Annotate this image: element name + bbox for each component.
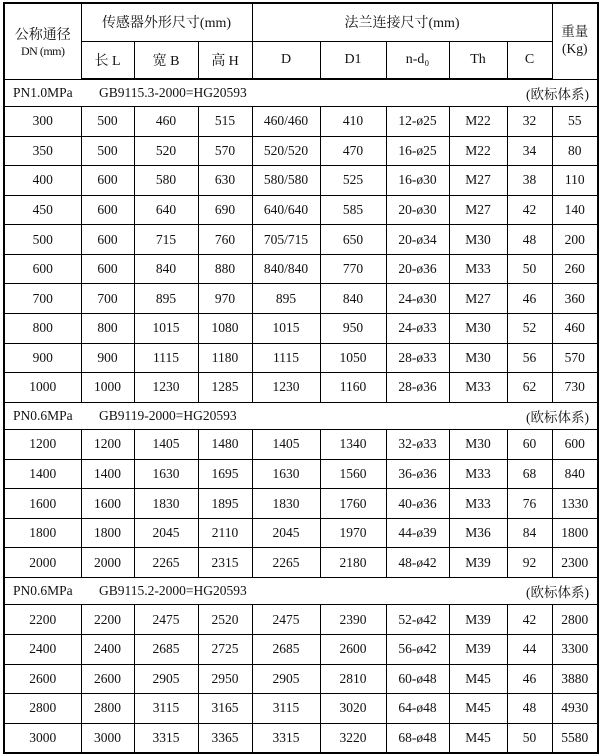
dn-cell: 2400 [4, 635, 81, 665]
n-d0-cell: 44-ø39 [386, 518, 449, 548]
column-header-width-b: 宽 B [134, 41, 198, 79]
height-h-cell: 570 [198, 136, 252, 166]
standard-system-note: (欧标体系) [526, 409, 590, 425]
d-cell: 640/640 [252, 195, 320, 225]
d1-cell: 1760 [320, 489, 386, 519]
n-d0-cell: 68-ø48 [386, 723, 449, 753]
column-header-c: C [507, 41, 552, 79]
dn-cell: 500 [4, 225, 81, 255]
length-l-cell: 3000 [81, 723, 134, 753]
width-b-cell: 1830 [134, 489, 198, 519]
length-l-cell: 500 [81, 136, 134, 166]
th-cell: M30 [449, 343, 507, 373]
n-d0-cell: 16-ø25 [386, 136, 449, 166]
c-cell: 46 [507, 664, 552, 694]
height-h-cell: 3365 [198, 723, 252, 753]
height-h-cell: 970 [198, 284, 252, 314]
th-cell: M45 [449, 694, 507, 724]
n-d0-cell: 40-ø36 [386, 489, 449, 519]
th-cell: M33 [449, 459, 507, 489]
weight-cell: 2800 [552, 605, 598, 635]
th-cell: M30 [449, 430, 507, 460]
length-l-cell: 800 [81, 313, 134, 343]
d-cell: 1115 [252, 343, 320, 373]
c-cell: 50 [507, 723, 552, 753]
d1-cell: 1340 [320, 430, 386, 460]
length-l-cell: 1600 [81, 489, 134, 519]
c-cell: 48 [507, 694, 552, 724]
c-cell: 34 [507, 136, 552, 166]
d-cell: 840/840 [252, 254, 320, 284]
flange-standard: GB9115.2-2000=HG20593 [99, 583, 247, 599]
th-cell: M45 [449, 723, 507, 753]
width-b-cell: 640 [134, 195, 198, 225]
table-row [4, 107, 598, 137]
width-b-cell: 1405 [134, 430, 198, 460]
th-cell: M39 [449, 635, 507, 665]
length-l-cell: 600 [81, 225, 134, 255]
d-cell: 1405 [252, 430, 320, 460]
th-cell: M36 [449, 518, 507, 548]
height-h-cell: 3165 [198, 694, 252, 724]
d-cell: 3315 [252, 723, 320, 753]
weight-cell: 5580 [552, 723, 598, 753]
pressure-rating: PN1.0MPa [13, 85, 73, 100]
width-b-cell: 1015 [134, 313, 198, 343]
d1-cell: 650 [320, 225, 386, 255]
standard-system-note: (欧标体系) [526, 87, 590, 102]
n-d0-cell: 12-ø25 [386, 107, 449, 137]
table-row [4, 313, 598, 343]
n-d0-cell: 16-ø30 [386, 166, 449, 196]
table-row [4, 284, 598, 314]
d1-cell: 950 [320, 313, 386, 343]
n-d0-cell: 20-ø30 [386, 195, 449, 225]
d1-cell: 525 [320, 166, 386, 196]
th-cell: M22 [449, 136, 507, 166]
d-cell: 1630 [252, 459, 320, 489]
th-cell: M39 [449, 548, 507, 578]
n-d0-cell: 28-ø33 [386, 343, 449, 373]
c-cell: 84 [507, 518, 552, 548]
c-cell: 44 [507, 635, 552, 665]
n-d0-cell: 56-ø42 [386, 635, 449, 665]
table-row [4, 605, 598, 635]
height-h-cell: 690 [198, 195, 252, 225]
column-header-d: D [252, 41, 320, 79]
c-cell: 52 [507, 313, 552, 343]
n-d0-cell: 60-ø48 [386, 664, 449, 694]
column-header-length-l: 长 L [81, 41, 134, 79]
width-b-cell: 2265 [134, 548, 198, 578]
weight-cell: 140 [552, 195, 598, 225]
c-cell: 56 [507, 343, 552, 373]
weight-cell: 2300 [552, 548, 598, 578]
c-cell: 42 [507, 195, 552, 225]
width-b-cell: 2685 [134, 635, 198, 665]
d-cell: 1015 [252, 313, 320, 343]
length-l-cell: 600 [81, 166, 134, 196]
table-row [4, 373, 598, 403]
th-cell: M33 [449, 489, 507, 519]
pressure-rating: PN0.6MPa [13, 407, 73, 423]
dn-cell: 350 [4, 136, 81, 166]
height-h-cell: 1695 [198, 459, 252, 489]
c-cell: 92 [507, 548, 552, 578]
length-l-cell: 1200 [81, 430, 134, 460]
flange-standard: GB9119-2000=HG20593 [99, 407, 237, 423]
standard-system-note: (欧标体系) [526, 585, 590, 601]
table-row [4, 723, 598, 753]
d-cell: 2685 [252, 635, 320, 665]
table-row [4, 548, 598, 578]
d1-cell: 3020 [320, 694, 386, 724]
dn-cell: 600 [4, 254, 81, 284]
dn-cell: 2800 [4, 694, 81, 724]
th-cell: M33 [449, 254, 507, 284]
th-cell: M33 [449, 373, 507, 403]
height-h-cell: 515 [198, 107, 252, 137]
height-h-cell: 2110 [198, 518, 252, 548]
c-cell: 60 [507, 430, 552, 460]
table-row [4, 254, 598, 284]
c-cell: 42 [507, 605, 552, 635]
n-d0-cell: 64-ø48 [386, 694, 449, 724]
dn-cell: 1800 [4, 518, 81, 548]
n-d0-cell: 52-ø42 [386, 605, 449, 635]
section-header-cell [4, 402, 598, 430]
column-header-weight [552, 3, 598, 79]
dn-cell: 900 [4, 343, 81, 373]
n-d0-cell: 20-ø36 [386, 254, 449, 284]
d1-cell: 840 [320, 284, 386, 314]
height-h-cell: 2950 [198, 664, 252, 694]
column-header-th: Th [449, 41, 507, 79]
d1-cell: 1160 [320, 373, 386, 403]
length-l-cell: 1800 [81, 518, 134, 548]
table-row [4, 664, 598, 694]
table-row [4, 635, 598, 665]
width-b-cell: 520 [134, 136, 198, 166]
d-cell: 520/520 [252, 136, 320, 166]
height-h-cell: 880 [198, 254, 252, 284]
th-cell: M30 [449, 225, 507, 255]
length-l-cell: 1000 [81, 373, 134, 403]
d-cell: 2045 [252, 518, 320, 548]
table-row [4, 225, 598, 255]
weight-cell: 460 [552, 313, 598, 343]
weight-cell: 200 [552, 225, 598, 255]
d1-cell: 1560 [320, 459, 386, 489]
group-header-sensor-dimensions: 传感器外形尺寸(mm) [81, 3, 252, 41]
th-cell: M22 [449, 107, 507, 137]
height-h-cell: 2725 [198, 635, 252, 665]
weight-cell: 360 [552, 284, 598, 314]
c-cell: 46 [507, 284, 552, 314]
dn-cell: 800 [4, 313, 81, 343]
length-l-cell: 600 [81, 195, 134, 225]
column-header-height-h: 高 H [198, 41, 252, 79]
length-l-cell: 2000 [81, 548, 134, 578]
nominal-diameter-label: 公称通径 [14, 27, 71, 43]
n-d0-cell: 32-ø33 [386, 430, 449, 460]
weight-cell: 3880 [552, 664, 598, 694]
height-h-cell: 630 [198, 166, 252, 196]
d1-cell: 470 [320, 136, 386, 166]
d-cell: 2475 [252, 605, 320, 635]
group-header-flange-dimensions: 法兰连接尺寸(mm) [252, 3, 552, 41]
weight-unit-label: (Kg) [562, 41, 588, 57]
weight-cell: 110 [552, 166, 598, 196]
flange-standard: GB9115.3-2000=HG20593 [99, 85, 247, 100]
table-row [4, 459, 598, 489]
dn-cell: 1200 [4, 430, 81, 460]
c-cell: 32 [507, 107, 552, 137]
th-cell: M27 [449, 195, 507, 225]
table-row [4, 136, 598, 166]
weight-cell: 3300 [552, 635, 598, 665]
d-cell: 895 [252, 284, 320, 314]
dn-unit-label: DN (mm) [21, 43, 65, 58]
dn-cell: 1000 [4, 373, 81, 403]
column-header-nominal-diameter [4, 3, 81, 79]
table-body [4, 79, 598, 753]
th-cell: M27 [449, 166, 507, 196]
weight-cell: 260 [552, 254, 598, 284]
length-l-cell: 600 [81, 254, 134, 284]
table-row [4, 694, 598, 724]
width-b-cell: 715 [134, 225, 198, 255]
c-cell: 62 [507, 373, 552, 403]
dn-cell: 450 [4, 195, 81, 225]
c-cell: 48 [507, 225, 552, 255]
width-b-cell: 2905 [134, 664, 198, 694]
height-h-cell: 1480 [198, 430, 252, 460]
d1-cell: 2180 [320, 548, 386, 578]
dn-cell: 1600 [4, 489, 81, 519]
weight-cell: 1330 [552, 489, 598, 519]
d-cell: 3115 [252, 694, 320, 724]
column-header-n-d0: n-d₀ [386, 41, 449, 79]
c-cell: 68 [507, 459, 552, 489]
width-b-cell: 1630 [134, 459, 198, 489]
width-b-cell: 3115 [134, 694, 198, 724]
height-h-cell: 2315 [198, 548, 252, 578]
length-l-cell: 2200 [81, 605, 134, 635]
section-header-row [4, 402, 598, 430]
dn-cell: 2600 [4, 664, 81, 694]
th-cell: M27 [449, 284, 507, 314]
length-l-cell: 900 [81, 343, 134, 373]
table-row [4, 195, 598, 225]
dn-cell: 300 [4, 107, 81, 137]
n-d0-cell: 48-ø42 [386, 548, 449, 578]
d1-cell: 410 [320, 107, 386, 137]
dn-cell: 2000 [4, 548, 81, 578]
th-cell: M45 [449, 664, 507, 694]
c-cell: 76 [507, 489, 552, 519]
n-d0-cell: 36-ø36 [386, 459, 449, 489]
d1-cell: 585 [320, 195, 386, 225]
d1-cell: 770 [320, 254, 386, 284]
section-header-cell [4, 577, 598, 605]
weight-cell: 80 [552, 136, 598, 166]
table-row [4, 343, 598, 373]
width-b-cell: 1230 [134, 373, 198, 403]
table-header [4, 3, 598, 79]
height-h-cell: 1895 [198, 489, 252, 519]
height-h-cell: 2520 [198, 605, 252, 635]
section-header-row [4, 577, 598, 605]
width-b-cell: 1115 [134, 343, 198, 373]
dn-cell: 1400 [4, 459, 81, 489]
d-cell: 2905 [252, 664, 320, 694]
dn-cell: 2200 [4, 605, 81, 635]
dn-cell: 700 [4, 284, 81, 314]
th-cell: M39 [449, 605, 507, 635]
section-header-row [4, 79, 598, 107]
n-d0-cell: 24-ø30 [386, 284, 449, 314]
d-cell: 2265 [252, 548, 320, 578]
table-row [4, 430, 598, 460]
pressure-rating: PN0.6MPa [13, 583, 73, 599]
dn-cell: 3000 [4, 723, 81, 753]
d1-cell: 2390 [320, 605, 386, 635]
dimension-spec-table [3, 2, 599, 754]
length-l-cell: 500 [81, 107, 134, 137]
n-d0-cell: 24-ø33 [386, 313, 449, 343]
d-cell: 705/715 [252, 225, 320, 255]
d1-cell: 2600 [320, 635, 386, 665]
d1-cell: 2810 [320, 664, 386, 694]
height-h-cell: 1285 [198, 373, 252, 403]
d-cell: 460/460 [252, 107, 320, 137]
table-row [4, 518, 598, 548]
table-row [4, 489, 598, 519]
weight-cell: 55 [552, 107, 598, 137]
d-cell: 1230 [252, 373, 320, 403]
weight-label: 重量 [561, 24, 589, 40]
n-d0-cell: 28-ø36 [386, 373, 449, 403]
weight-cell: 730 [552, 373, 598, 403]
weight-cell: 600 [552, 430, 598, 460]
length-l-cell: 1400 [81, 459, 134, 489]
width-b-cell: 3315 [134, 723, 198, 753]
length-l-cell: 2600 [81, 664, 134, 694]
c-cell: 50 [507, 254, 552, 284]
d1-cell: 1970 [320, 518, 386, 548]
weight-cell: 4930 [552, 694, 598, 724]
table-row [4, 166, 598, 196]
th-cell: M30 [449, 313, 507, 343]
section-header-cell [4, 79, 598, 107]
width-b-cell: 2475 [134, 605, 198, 635]
length-l-cell: 700 [81, 284, 134, 314]
d-cell: 1830 [252, 489, 320, 519]
width-b-cell: 2045 [134, 518, 198, 548]
width-b-cell: 580 [134, 166, 198, 196]
length-l-cell: 2800 [81, 694, 134, 724]
n-d0-cell: 20-ø34 [386, 225, 449, 255]
width-b-cell: 895 [134, 284, 198, 314]
width-b-cell: 460 [134, 107, 198, 137]
d1-cell: 3220 [320, 723, 386, 753]
d1-cell: 1050 [320, 343, 386, 373]
length-l-cell: 2400 [81, 635, 134, 665]
height-h-cell: 1080 [198, 313, 252, 343]
weight-cell: 840 [552, 459, 598, 489]
width-b-cell: 840 [134, 254, 198, 284]
weight-cell: 1800 [552, 518, 598, 548]
weight-cell: 570 [552, 343, 598, 373]
dn-cell: 400 [4, 166, 81, 196]
d-cell: 580/580 [252, 166, 320, 196]
height-h-cell: 760 [198, 225, 252, 255]
column-header-d1: D1 [320, 41, 386, 79]
c-cell: 38 [507, 166, 552, 196]
height-h-cell: 1180 [198, 343, 252, 373]
